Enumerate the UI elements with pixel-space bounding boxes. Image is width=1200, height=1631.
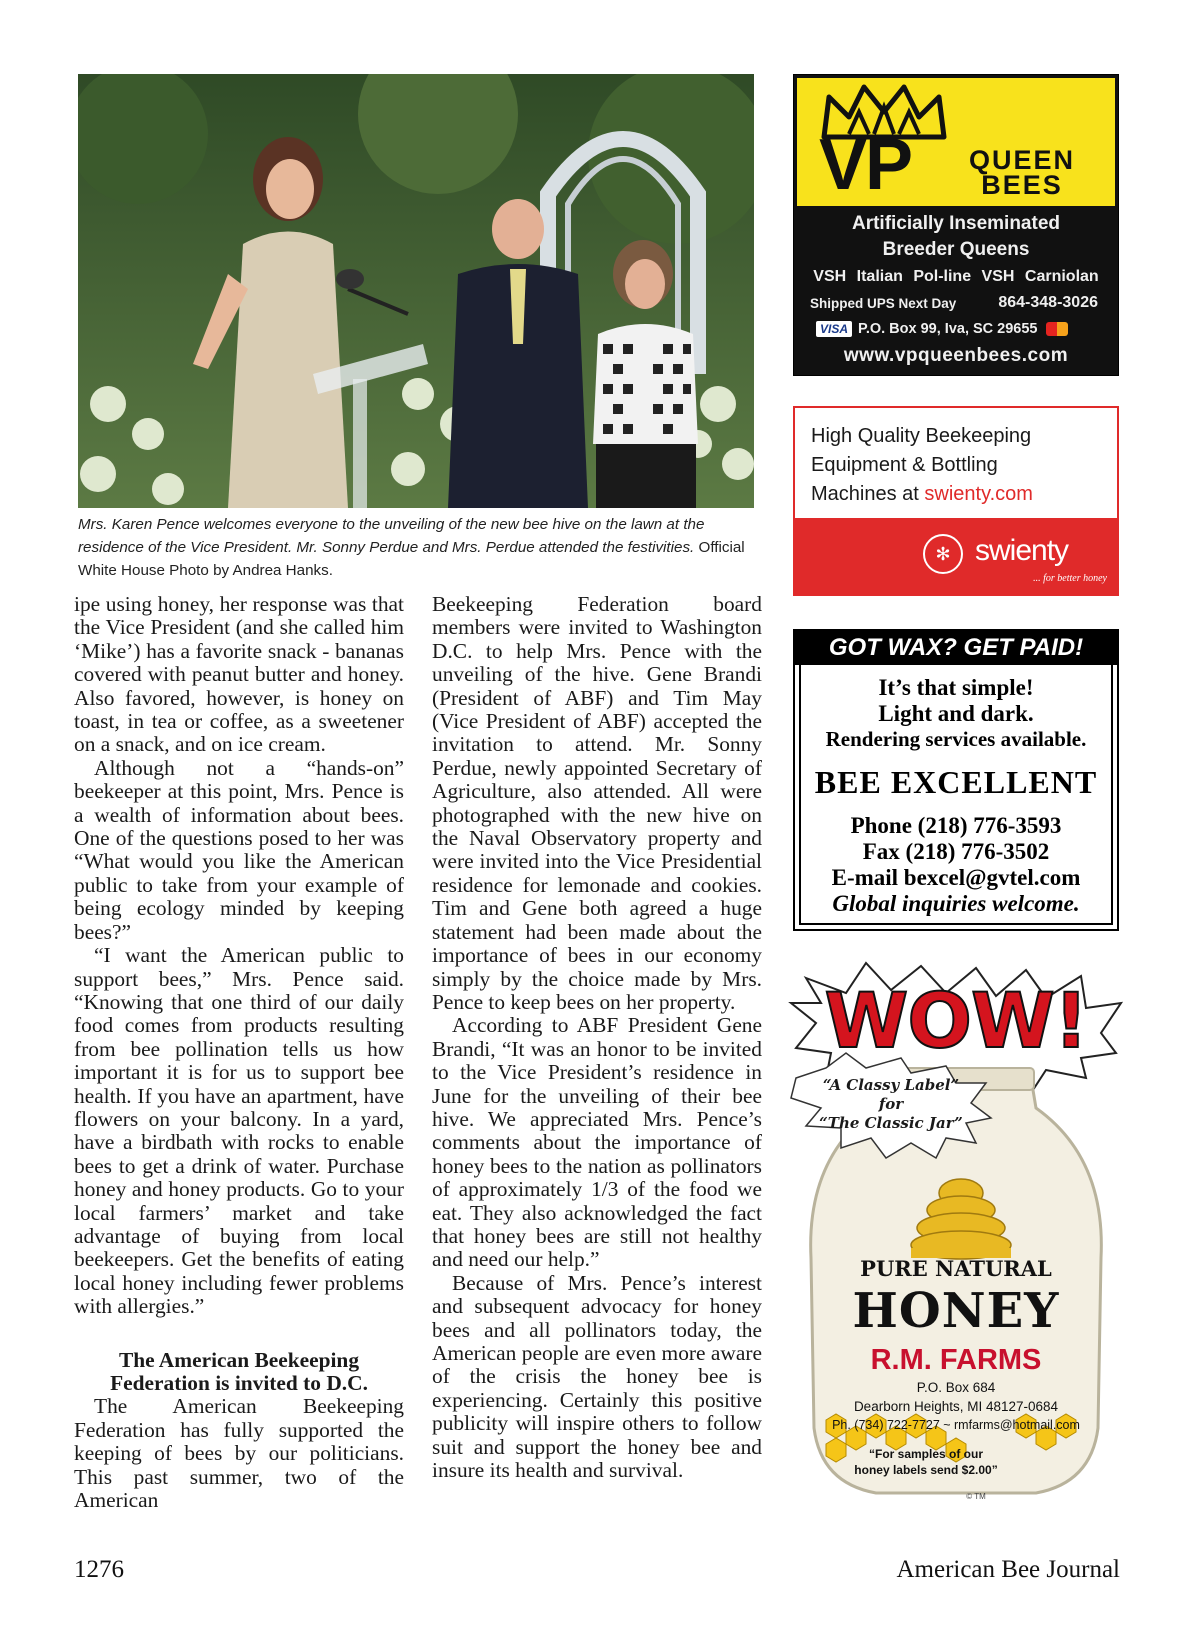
ad-be-phone: Phone (218) 776-3593 xyxy=(850,813,1062,838)
ad-be-name: BEE EXCELLENT xyxy=(814,764,1098,800)
ad-be-line-1: It’s that simple! xyxy=(878,675,1034,700)
page-number: 1276 xyxy=(74,1556,124,1583)
ad-rm-samples xyxy=(826,1446,1026,1478)
paragraph: Although not a “hands-on” beekeeper at this point, Mrs. Pence is a wealth of information about bees. One of the questions posed to her was “What would you like the American public to take from your example of being ecology minded by keeping bees?” xyxy=(74,755,404,944)
ad-rm-classy-1: “A Classy Label” xyxy=(822,1076,960,1094)
mastercard-icon xyxy=(1046,322,1068,336)
ad-swienty-tagline: ... for better honey xyxy=(1033,573,1107,584)
caption-text: Mrs. Karen Pence welcomes everyone to the unveiling of the new bee hive on the lawn at the residence of the Vice President. Mr. Sonny Perdue and Mrs. Perdue attended the festivities. xyxy=(78,516,705,556)
visa-icon: VISA xyxy=(816,321,852,337)
paragraph: The American Beekeeping Federation has fully supported the keeping of bees by our politicians. This past summer, two of the American xyxy=(74,1394,404,1513)
ad-rm-samples-1: “For samples of our xyxy=(868,1447,984,1461)
ad-rm-honey: HONEY xyxy=(852,1283,1060,1339)
ad-vp-line-1: Artificially Inseminated xyxy=(851,213,1060,234)
ad-rm-contact[interactable]: Ph. (734) 722-7727 ~ rmfarms@hotmail.com xyxy=(832,1418,1080,1432)
ad-vp-shipping-row xyxy=(810,295,1108,313)
ad-vp-queen-bees-text xyxy=(969,145,1076,200)
ad-vp-shipped: Shipped UPS Next Day xyxy=(810,296,957,311)
ad-swienty[interactable] xyxy=(793,406,1119,596)
bee-icon: ✻ xyxy=(923,534,963,574)
ad-be-line-2: Light and dark. xyxy=(878,701,1034,726)
ad-be-global: Global inquiries welcome. xyxy=(832,891,1080,916)
paragraph: ipe using honey, her response was that the Vice President (and she called him ‘Mike’) has a favorite snack - bananas covered with peanut butter and honey. Also favored, however, is honey on toast, in tea or coffee, as a sweetener on a snack, and on ice cream. xyxy=(74,592,404,757)
ad-swienty-brand: swienty xyxy=(975,534,1069,567)
ad-rm-classy-label xyxy=(786,1076,996,1133)
subhead-line-1: The American Beekeeping xyxy=(118,1347,360,1372)
ad-vp-address-row xyxy=(816,321,1108,337)
ad-vp-phone: 864-348-3026 xyxy=(998,294,1098,311)
ad-rm-classy-3: “The Classic Jar” xyxy=(819,1114,963,1132)
ad-rm-city: Dearborn Heights, MI 48127-0684 xyxy=(853,1399,1059,1414)
ad-rm-wow xyxy=(786,976,1126,1065)
ad-swienty-text xyxy=(811,422,1033,509)
ad-vp-logo-area xyxy=(797,78,1115,206)
paragraph: “I want the American public to support bees,” Mrs. Pence said. “Knowing that one third of our daily food comes from products resulting from bee pollination tells us how important it is for us to support bee health. If you have an apartment, have flowers on your balcony. In a yard, have a birdbath with rocks to enable bees to get a drink of water. Purchase honey and honey products. Go to your local farmers’ market and take advantage of buying from local beekeepers. Get the benefits of eating local honey including fewer problems with allergies.” xyxy=(74,943,404,1319)
ad-rm-farms-name: R.M. FARMS xyxy=(870,1344,1042,1376)
paragraph: Because of Mrs. Pence’s interest and subsequent advocacy for honey bees and all pollinators today, the American people are even more aware of the crisis the honey bee is experiencing. Certainly this positive publicity will inspire others to follow suit and support the honey bee and insure its health and survival. xyxy=(432,1270,762,1483)
ad-vp-url[interactable]: www.vpqueenbees.com xyxy=(843,345,1069,366)
ad-swienty-band xyxy=(795,518,1117,594)
ad-vp-letters: VP xyxy=(819,125,912,205)
photo-garden-icon xyxy=(78,74,754,508)
caption-credit: Official White House Photo by Andrea Hanks. xyxy=(78,539,745,579)
ad-swienty-line-3: Machines at xyxy=(811,483,925,505)
ad-rm-box: P.O. Box 684 xyxy=(916,1380,996,1395)
article-column-1 xyxy=(74,593,404,1512)
journal-name: American Bee Journal xyxy=(896,1556,1120,1583)
ad-rm-trademark: © TM xyxy=(966,1492,986,1501)
ad-be-email[interactable]: E-mail bexcel@gvtel.com xyxy=(831,865,1081,890)
ad-bee-excellent[interactable] xyxy=(793,629,1119,931)
ad-swienty-line-2: Equipment & Bottling xyxy=(811,454,998,476)
article-column-2 xyxy=(432,593,762,1482)
ad-rm-classy-2: for xyxy=(878,1095,904,1113)
paragraph: According to ABF President Gene Brandi, “It was an honor to be invited to the Vice President’s residence in June for the unveiling of their bee hive. We appreciated Mrs. Pence’s comments about the importance of honey bees to the nation as pollinators of approximately 1/3 of the food we eat. They also acknowledged the fact that honey bees are still not healthy and need our help.” xyxy=(432,1013,762,1272)
ad-swienty-line-1: High Quality Beekeeping xyxy=(811,425,1032,447)
ad-rm-samples-2: honey labels send $2.00” xyxy=(854,1463,998,1477)
ad-be-fax: Fax (218) 776-3502 xyxy=(862,839,1050,864)
subhead-line-2: Federation is invited to D.C. xyxy=(110,1371,368,1395)
ad-be-header: GOT WAX? GET PAID! xyxy=(795,631,1117,665)
ad-rm-farms[interactable] xyxy=(786,958,1126,1502)
ad-vp-address: P.O. Box 99, Iva, SC 29655 xyxy=(858,321,1038,337)
ad-vp-line-2: Breeder Queens xyxy=(882,239,1030,260)
section-subhead xyxy=(74,1349,404,1396)
ad-swienty-link[interactable]: swienty.com xyxy=(924,483,1033,505)
ad-be-line-3: Rendering services available. xyxy=(825,727,1087,751)
ad-rm-wow-text: WOW! xyxy=(824,976,1088,1065)
paragraph: Beekeeping Federation board members were invited to Washington D.C. to help Mrs. Pence with the unveiling of the hive. Gene Brandi (President of ABF) and Tim May (Vice President of ABF) accepted the invitation to attend. Mr. Sonny Perdue, newly appointed Secretary of Agriculture, also attended. All were photographed with the new hive on the Naval Observatory property and were invited into the Vice Presidential residence for lemonade and cookies. Tim and Gene both agreed a huge statement had been made about the importance of bees in our economy simply by the choice made by Mrs. Pence to keep bees on her property. xyxy=(432,592,762,1014)
ad-vp-bees: BEES xyxy=(981,170,1063,200)
ad-vp-line-3: VSH Italian Pol-line VSH Carniolan xyxy=(813,268,1099,285)
photo-caption xyxy=(78,513,758,582)
ad-vp-queen-bees[interactable] xyxy=(793,74,1119,376)
article-photo xyxy=(78,74,754,508)
ad-vp-queen: QUEEN xyxy=(969,145,1076,175)
ad-rm-pure-natural: PURE NATURAL xyxy=(860,1256,1052,1281)
